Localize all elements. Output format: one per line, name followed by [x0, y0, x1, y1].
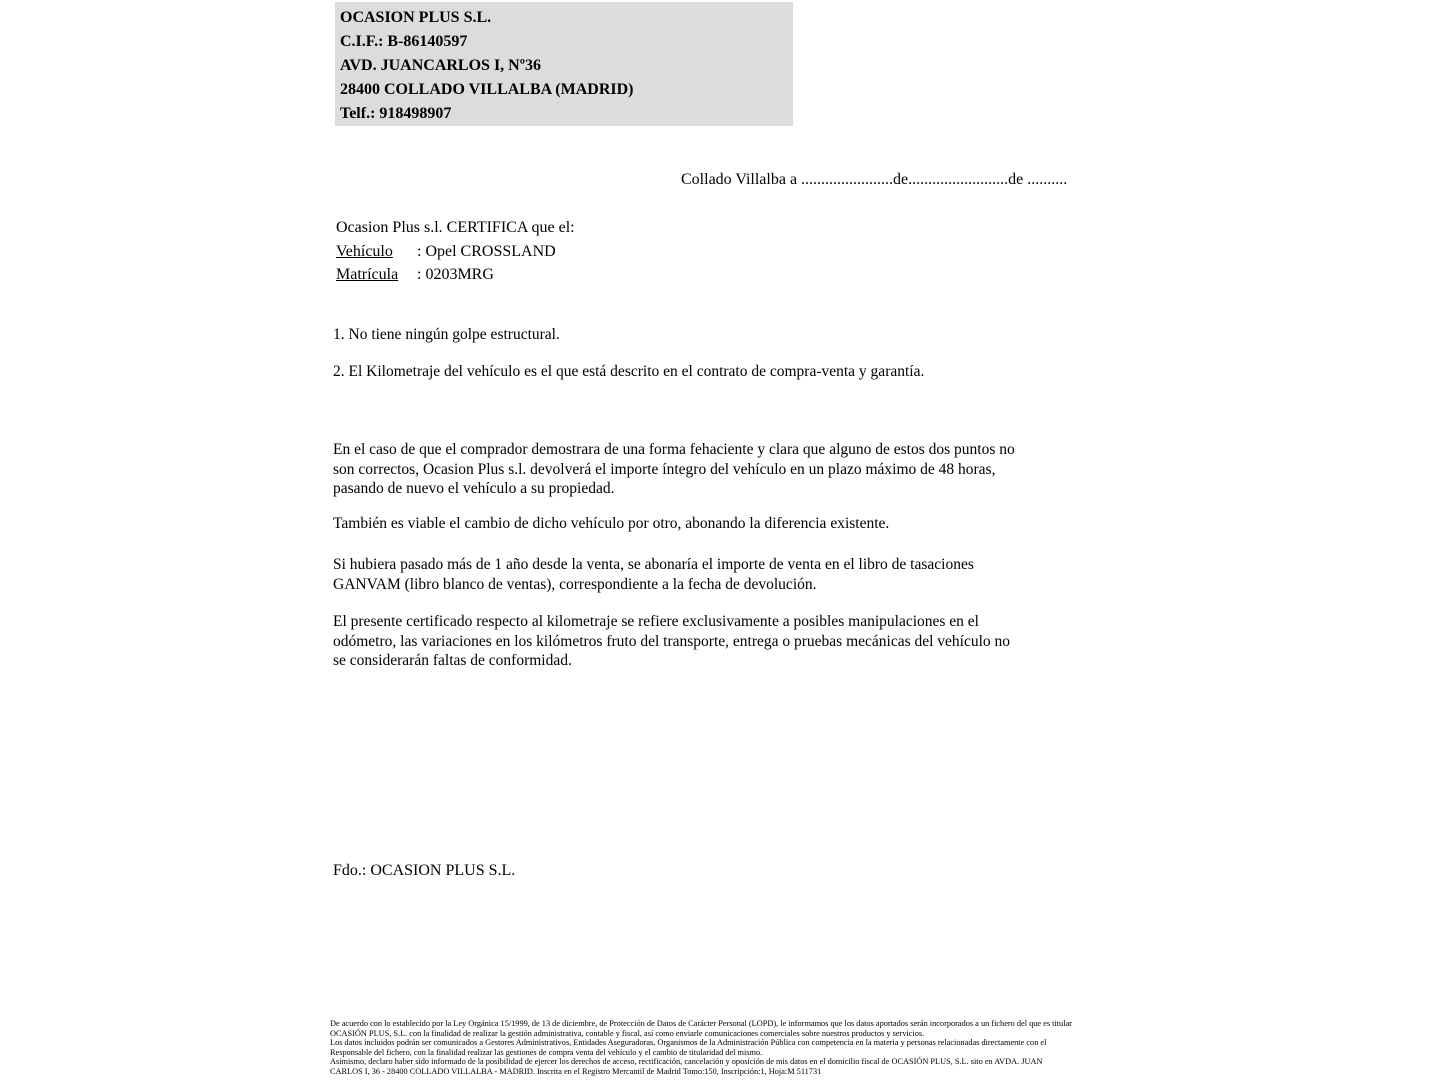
company-header-box — [335, 2, 793, 126]
paragraph-line: En el caso de que el comprador demostrara de una forma fehaciente y clara que alguno de estos dos puntos no — [333, 441, 1015, 458]
legal-line: Responsable del fichero, con la finalidad realizar las gestiones de compra venta del vehículo y el cambio de titularidad del mismo. — [330, 1047, 763, 1057]
vehicle-row — [336, 240, 575, 264]
certificate-intro: Ocasion Plus s.l. CERTIFICA que el: — [336, 219, 575, 236]
vehicle-label-cell — [336, 240, 417, 264]
plate-label: Matrícula — [336, 266, 399, 283]
paragraph-exchange — [333, 514, 889, 534]
paragraph-ganvam — [333, 555, 974, 594]
vehicle-label: Vehículo — [336, 242, 393, 260]
company-cif: C.I.F.: B-86140597 — [340, 33, 468, 50]
company-phone: Telf.: 918498907 — [340, 105, 452, 122]
paragraph-line: GANVAM (libro blanco de ventas), correspondiente a la fecha de devolución. — [333, 575, 817, 593]
point-1: 1. No tiene ningún golpe estructural. — [333, 326, 560, 343]
vehicle-value: : Opel CROSSLAND — [417, 242, 556, 260]
paragraph-line: Si hubiera pasado más de 1 año desde la venta, se abonaría el importe de venta en el libro de tasaciones — [333, 556, 974, 573]
paragraph-refund — [333, 440, 1015, 499]
legal-line: De acuerdo con lo establecido por la Ley Orgánica 15/1999, de 13 de diciembre, de Protección de Datos de Carácter Personal (LOPD), le informamos que los datos aportados serán incorporados a un fichero del que es titular — [330, 1019, 1072, 1028]
legal-line: OCASIÓN PLUS, S.L. con la finalidad de realizar la gestión administrativa, contable y fiscal, así como enviarle comunicaciones comerciales sobre nuestros productos y servicios. — [330, 1028, 925, 1038]
legal-line: CARLOS I, 36 - 28400 COLLADO VILLALBA - MADRID. Inscrita en el Registro Mercantil de Madrid Tomo:150, Inscripción:1, Hoja:M 511731 — [330, 1066, 822, 1076]
paragraph-line: son correctos, Ocasion Plus s.l. devolverá el importe íntegro del vehículo en un plazo máximo de 48 horas, — [333, 460, 996, 478]
company-city: 28400 COLLADO VILLALBA (MADRID) — [340, 81, 634, 98]
plate-label-cell — [336, 263, 417, 287]
company-address: AVD. JUANCARLOS I, Nº36 — [340, 57, 542, 74]
paragraph-odometer — [333, 612, 1010, 671]
date-line: Collado Villalba a .......................de.........................de .......... — [681, 171, 1068, 188]
paragraph-line: El presente certificado respecto al kilometraje se refiere exclusivamente a posibles manipulaciones en el — [333, 613, 979, 630]
company-name: OCASION PLUS S.L. — [340, 9, 492, 26]
paragraph-line: También es viable el cambio de dicho vehículo por otro, abonando la diferencia existente. — [333, 515, 890, 532]
paragraph-line: odómetro, las variaciones en los kilómetros fruto del transporte, entrega o pruebas mecánicas del vehículo no — [333, 632, 1011, 650]
legal-fine-print — [330, 1019, 1072, 1076]
legal-line: Asimismo, declaro haber sido informado de la posibilidad de ejercer los derechos de acceso, rectificación, cancelación y oposición de mis datos en el domicilio fiscal de OCASIÓN PLUS, S.L. sito en AVDA. JUAN — [330, 1057, 1043, 1067]
plate-row — [336, 263, 575, 287]
certificate-block — [336, 216, 575, 287]
point-2: 2. El Kilometraje del vehículo es el que está descrito en el contrato de compra-venta y garantía. — [333, 363, 925, 380]
legal-line: Los datos incluidos podrán ser comunicados a Gestores Administrativos, Entidades Aseguradoras, Organismos de la Administración Pública con competencia en la materia y personas relacionadas directamente con el — [330, 1038, 1047, 1048]
paragraph-line: se considerarán faltas de conformidad. — [333, 652, 572, 669]
signature-line: Fdo.: OCASION PLUS S.L. — [333, 862, 516, 879]
paragraph-line: pasando de nuevo el vehículo a su propiedad. — [333, 480, 615, 497]
plate-value: : 0203MRG — [417, 266, 494, 283]
